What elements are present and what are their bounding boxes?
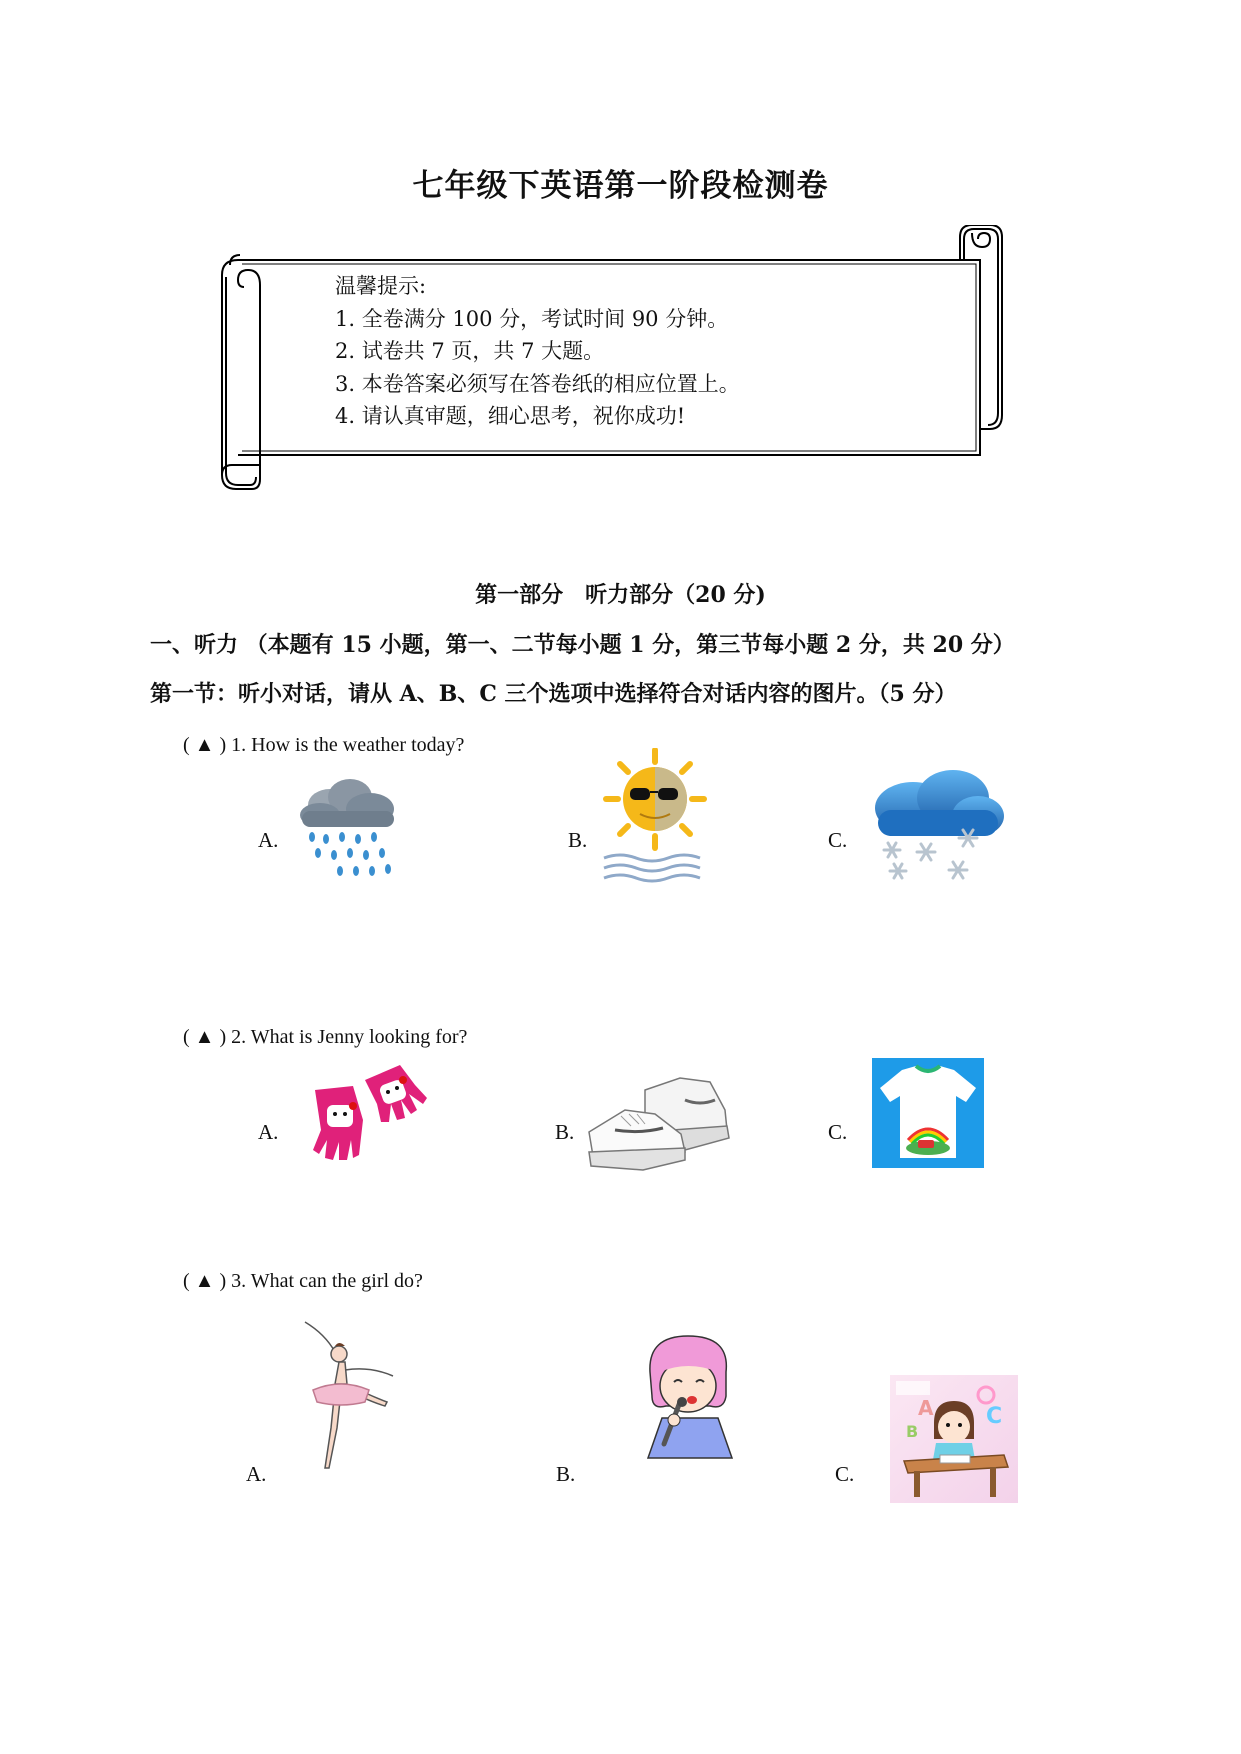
page-title: 七年级下英语第一阶段检测卷: [412, 168, 829, 204]
svg-text:B: B: [906, 1422, 919, 1441]
option-a-label: A.: [258, 828, 279, 852]
question-2: [183, 1026, 467, 1049]
answer-blank[interactable]: ( ▲ ): [183, 734, 227, 756]
svg-text:C: C: [986, 1404, 1003, 1429]
option-b-label: B.: [568, 828, 588, 852]
answer-blank[interactable]: ( ▲ ): [183, 1270, 227, 1292]
subsection-heading: 第一节：听小对话，请从 A、B、C 三个选项中选择符合对话内容的图片。（5 分）: [150, 681, 957, 707]
tips-item: 3. 本卷答案必须写在答卷纸的相应位置上。: [335, 371, 740, 396]
white-sneakers-icon[interactable]: [585, 1070, 735, 1180]
tips-item: 2. 试卷共 7 页，共 7 大题。: [335, 339, 605, 363]
tips-text: [335, 270, 740, 433]
question-3: [183, 1270, 423, 1293]
ballet-dancer-icon[interactable]: [295, 1318, 410, 1473]
option-c-label: C.: [828, 828, 848, 852]
snow-cloud-icon[interactable]: [868, 768, 1008, 883]
tips-item: 4. 请认真审题，细心思考，祝你成功!: [335, 404, 686, 428]
tips-item: 1. 全卷满分 100 分，考试时间 90 分钟。: [335, 306, 729, 331]
studying-girl-icon[interactable]: [890, 1375, 1018, 1503]
tips-heading: 温馨提示:: [335, 274, 427, 298]
question-1: [183, 734, 464, 757]
pink-gloves-icon[interactable]: [305, 1060, 435, 1180]
option-a-label: A.: [246, 1462, 267, 1486]
question-text: 1. How is the weather today?: [231, 734, 465, 756]
question-text: 3. What can the girl do?: [231, 1270, 423, 1292]
sun-sunglasses-icon[interactable]: [600, 748, 710, 883]
question-text: 2. What is Jenny looking for?: [231, 1026, 468, 1048]
option-b-label: B.: [555, 1120, 575, 1144]
option-b-label: B.: [556, 1462, 576, 1486]
singing-girl-icon[interactable]: [640, 1332, 740, 1462]
t-shirt-icon[interactable]: [872, 1058, 984, 1168]
part-title: 第一部分 听力部分（20 分): [475, 582, 766, 608]
section-heading: 一、听力 （本题有 15 小题，第一、二节每小题 1 分，第三节每小题 2 分，共 20 分）: [150, 632, 1015, 658]
answer-blank[interactable]: ( ▲ ): [183, 1026, 227, 1048]
rain-cloud-icon[interactable]: [290, 775, 405, 885]
option-c-label: C.: [835, 1462, 855, 1486]
svg-text:A: A: [918, 1396, 934, 1420]
option-a-label: A.: [258, 1120, 279, 1144]
option-c-label: C.: [828, 1120, 848, 1144]
